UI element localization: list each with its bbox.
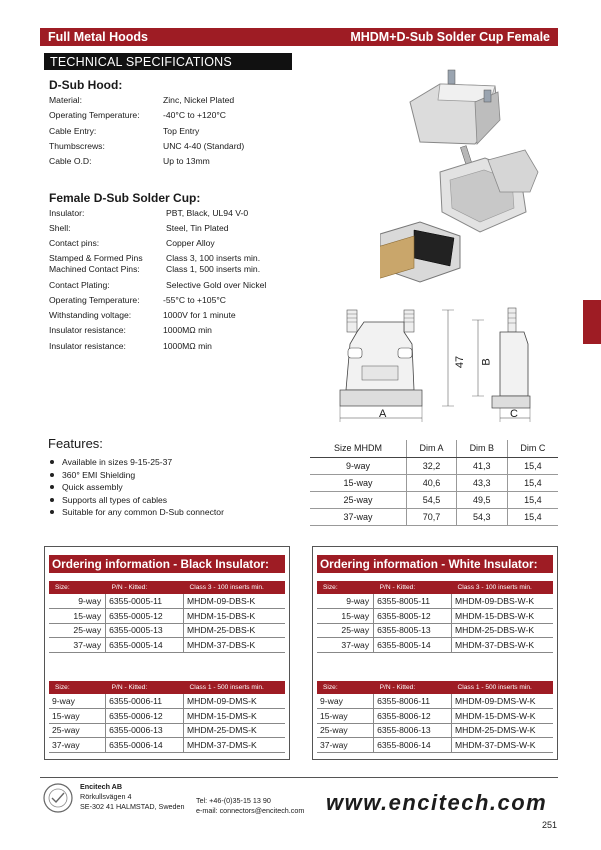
features-list [50,456,224,519]
size-cell: 9-way [317,594,374,609]
hood-product-image [380,62,560,327]
spec-key: Insulator resistance: [49,325,126,335]
cell: 54,5 [407,491,457,508]
pn-cell: 6355-0006-11 [106,694,184,709]
pn-cell: 6355-8006-13 [374,723,452,738]
col-dim-a: Dim A [407,440,457,457]
size-cell: 37-way [317,638,374,653]
model-cell: MHDM-15-DBS-W-K [452,609,554,624]
model-cell: MHDM-25-DBS-W-K [452,623,554,638]
bullet-icon [50,473,54,477]
spec-row [49,126,309,136]
feature-item: Quick assembly [50,481,224,494]
spec-value: Copper Alloy [166,238,215,248]
spec-value: 1000V for 1 minute [163,310,236,320]
header-bar [40,28,558,46]
model-cell: MHDM-37-DMS-W-K [452,738,554,753]
cell: 49,5 [456,491,507,508]
features-title: Features: [48,436,103,451]
table-row [317,623,553,638]
cell: 40,6 [407,474,457,491]
model-cell: MHDM-25-DBS-K [184,623,286,638]
table-row [317,594,553,609]
spec-key: Material: [49,95,82,105]
pn-cell: 6355-0005-11 [106,594,184,609]
ordering-table [317,581,553,653]
spec-value: Class 3, 100 inserts min. [166,253,261,263]
cell: 70,7 [407,508,457,525]
dim-label-47: 47 [454,355,467,369]
spec-row [49,264,309,274]
spec-key: Operating Temperature: [49,295,140,305]
spec-key: Insulator: [49,208,85,218]
model-cell: MHDM-15-DMS-K [184,709,286,724]
spec-value: -40°C to +120°C [163,110,227,121]
spec-key: Contact Plating: [49,280,110,290]
table-header-row [310,440,558,457]
ordering-table [49,581,285,653]
header-product: MHDM+D-Sub Solder Cup Female [350,30,550,44]
cell: 15,4 [507,457,558,474]
footer-divider [40,777,558,778]
cell: 54,3 [456,508,507,525]
header-category: Full Metal Hoods [48,30,148,44]
pn-cell: 6355-0005-14 [106,638,184,653]
cell: 37-way [310,508,407,525]
ordering-black-box [44,546,290,760]
dim-label-c: C [510,408,518,420]
table-row [49,723,285,738]
spec-value: Up to 13mm [163,156,210,167]
table-row [49,609,285,624]
spec-value: -55°C to +105°C [163,295,227,305]
col-dim-c: Dim C [507,440,558,457]
feature-item: Available in sizes 9-15-25-37 [50,456,224,469]
size-cell: 9-way [317,694,374,709]
spec-value: Zinc, Nickel Plated [163,95,235,105]
bullet-icon [50,498,54,502]
bullet-icon [50,460,54,464]
table-row [317,638,553,653]
ordering-title: Ordering information - White Insulator: [317,555,553,573]
model-cell: MHDM-15-DMS-W-K [452,709,554,724]
column-header: P/N - Kitted: [106,581,184,594]
spec-value: 1000MΩ min [163,341,212,351]
spec-row [49,295,309,305]
col-dim-b: Dim B [456,440,507,457]
table-header-row [317,581,553,594]
street-address: Rörkullsvägen 4 [80,792,132,801]
spec-row [49,95,309,105]
cell: 9-way [310,457,407,474]
dimension-table [310,440,558,526]
ordering-table [317,681,553,753]
model-cell: MHDM-37-DBS-W-K [452,638,554,653]
model-cell: MHDM-25-DMS-W-K [452,723,554,738]
size-cell: 9-way [49,694,106,709]
table-row [49,638,285,653]
company-name: Encitech AB [80,782,123,791]
column-header: Class 1 - 500 inserts min. [184,681,286,694]
pn-cell: 6355-0005-12 [106,609,184,624]
spec-value: Class 1, 500 inserts min. [166,264,261,274]
table-row [49,694,285,709]
spec-value: Steel, Tin Plated [166,223,229,233]
cell: 15,4 [507,508,558,525]
hood-dimension-drawing [332,300,572,430]
model-cell: MHDM-09-DMS-W-K [452,694,554,709]
table-row [49,709,285,724]
feature-item: Supports all types of cables [50,494,224,507]
model-cell: MHDM-25-DMS-K [184,723,286,738]
table-header-row [49,681,285,694]
spec-row [49,325,309,335]
pn-cell: 6355-8005-12 [374,609,452,624]
footer-address [80,782,185,812]
table-row [49,738,285,753]
pn-cell: 6355-8006-12 [374,709,452,724]
side-tab-marker [583,300,601,344]
pn-cell: 6355-8005-11 [374,594,452,609]
bullet-icon [50,485,54,489]
spec-key: Withstanding voltage: [49,310,132,320]
certification-seal-icon [42,782,74,814]
pn-cell: 6355-8006-14 [374,738,452,753]
size-cell: 15-way [317,709,374,724]
page-number: 251 [542,820,558,830]
column-header: Size: [317,581,374,594]
cell: 41,3 [456,457,507,474]
model-cell: MHDM-15-DBS-K [184,609,286,624]
spec-key: Cable O.D: [49,156,92,167]
table-row [310,474,558,491]
spec-bar: TECHNICAL SPECIFICATIONS [44,53,292,70]
cell: 15,4 [507,474,558,491]
column-header: P/N - Kitted: [374,681,452,694]
bullet-icon [50,510,54,514]
cell: 15,4 [507,491,558,508]
size-cell: 37-way [49,738,106,753]
table-row [317,738,553,753]
column-header: P/N - Kitted: [374,581,452,594]
size-cell: 25-way [49,623,106,638]
model-cell: MHDM-09-DBS-K [184,594,286,609]
size-cell: 25-way [317,623,374,638]
model-cell: MHDM-09-DBS-W-K [452,594,554,609]
pn-cell: 6355-0006-14 [106,738,184,753]
column-header: P/N - Kitted: [106,681,184,694]
table-row [49,623,285,638]
size-cell: 37-way [317,738,374,753]
table-row [317,609,553,624]
column-header: Class 3 - 100 inserts min. [184,581,286,594]
model-cell: MHDM-09-DMS-K [184,694,286,709]
spec-row [49,341,309,351]
hood-title: D-Sub Hood: [49,78,123,92]
spec-row [49,310,309,320]
cell: 15-way [310,474,407,491]
pn-cell: 6355-0006-12 [106,709,184,724]
model-cell: MHDM-37-DBS-K [184,638,286,653]
dim-label-a: A [379,408,387,420]
dim-label-b: B [480,358,493,366]
spec-row [49,223,309,233]
ordering-title: Ordering information - Black Insulator: [49,555,285,573]
pn-cell: 6355-8006-11 [374,694,452,709]
spec-row [49,110,309,120]
spec-key: Machined Contact Pins: [49,264,140,274]
spec-key: Cable Entry: [49,125,97,136]
cup-title: Female D-Sub Solder Cup: [49,191,201,205]
pn-cell: 6355-8005-13 [374,623,452,638]
size-cell: 15-way [317,609,374,624]
city-address: SE-302 41 HALMSTAD, Sweden [80,802,185,811]
size-cell: 37-way [49,638,106,653]
spec-row [49,238,309,248]
spec-row [49,156,309,166]
col-size: Size MHDM [310,440,407,457]
table-row [317,723,553,738]
spec-value: PBT, Black, UL94 V-0 [166,208,249,218]
ordering-table [49,681,285,753]
email-address[interactable]: e-mail: connectors@encitech.com [196,806,305,815]
spec-value: Top Entry [163,125,200,136]
spec-key: Thumbscrews: [49,140,105,151]
table-row [310,508,558,525]
size-cell: 25-way [49,723,106,738]
column-header: Size: [317,681,374,694]
pn-cell: 6355-0006-13 [106,723,184,738]
table-row [317,694,553,709]
spec-row [49,141,309,151]
spec-row [49,208,309,218]
table-header-row [317,681,553,694]
feature-item: 360° EMI Shielding [50,469,224,482]
spec-key: Operating Temperature: [49,110,140,121]
spec-key: Shell: [49,223,71,233]
column-header: Class 1 - 500 inserts min. [452,681,554,694]
spec-value: Selective Gold over Nickel [166,280,267,290]
column-header: Size: [49,681,106,694]
spec-key: Contact pins: [49,238,100,248]
cell: 43,3 [456,474,507,491]
column-header: Size: [49,581,106,594]
model-cell: MHDM-37-DMS-K [184,738,286,753]
cell: 25-way [310,491,407,508]
size-cell: 9-way [49,594,106,609]
website-link[interactable]: www.encitech.com [326,790,548,815]
ordering-white-box [312,546,558,760]
pn-cell: 6355-8005-14 [374,638,452,653]
footer-contact [196,796,304,816]
table-row [49,594,285,609]
table-row [310,457,558,474]
size-cell: 15-way [49,609,106,624]
feature-item: Suitable for any common D-Sub connector [50,506,224,519]
spec-value: 1000MΩ min [163,325,212,335]
column-header: Class 3 - 100 inserts min. [452,581,554,594]
spec-row [49,280,309,290]
cell: 32,2 [407,457,457,474]
spec-value: UNC 4-40 (Standard) [163,140,245,151]
phone-number: Tel: +46-(0)35-15 13 90 [196,796,271,805]
spec-row [49,253,309,263]
table-row [310,491,558,508]
pn-cell: 6355-0005-13 [106,623,184,638]
table-row [317,709,553,724]
size-cell: 25-way [317,723,374,738]
size-cell: 15-way [49,709,106,724]
table-header-row [49,581,285,594]
spec-key: Insulator resistance: [49,341,126,351]
spec-key: Stamped & Formed Pins [49,253,143,263]
